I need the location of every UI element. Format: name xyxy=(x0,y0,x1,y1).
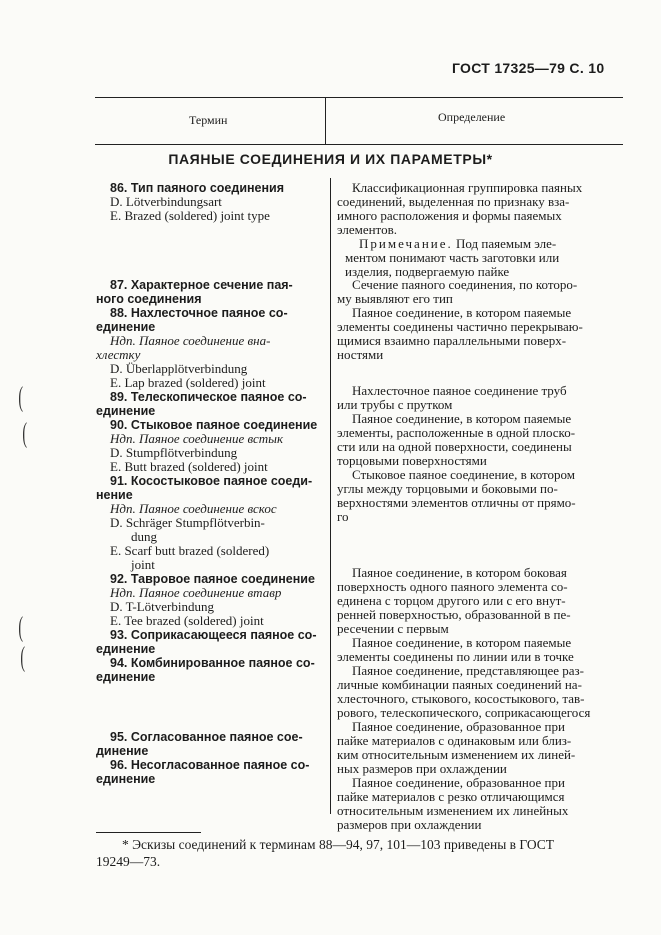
def-89-line: или трубы с прутком xyxy=(337,397,453,412)
term-92-de: D. T-Lötverbindung xyxy=(110,599,214,614)
term-88-ndp-cont: хлестку xyxy=(96,347,141,362)
term-96-title-cont: единение xyxy=(96,772,156,786)
margin-mark: ( xyxy=(18,382,23,413)
def-91-line: го xyxy=(337,509,349,524)
term-96-title: 96. Несогласованное паяное со- xyxy=(110,758,310,772)
term-91-de-cont: dung xyxy=(131,529,157,544)
term-88-ndp: Ндп. Паяное соединение вна- xyxy=(110,333,271,348)
margin-mark: ( xyxy=(18,612,23,643)
def-88-line: элементы соединены частично перекрываю- xyxy=(337,319,583,334)
term-86-de: D. Lötverbindungsart xyxy=(110,194,222,209)
footnote-rule xyxy=(96,832,201,833)
def-88-line: щимися взаимно параллельными поверх- xyxy=(337,333,567,348)
def-92-line: Паяное соединение, в котором боковая xyxy=(352,565,567,580)
term-91-ndp: Ндп. Паяное соединение вскос xyxy=(110,501,277,516)
term-88-title-cont: единение xyxy=(96,320,156,334)
term-86-en: E. Brazed (soldered) joint type xyxy=(110,208,270,223)
term-90-ndp: Ндп. Паяное соединение встык xyxy=(110,431,284,446)
term-90-title: 90. Стыковое паяное соединение xyxy=(110,418,318,432)
term-89-title-cont: единение xyxy=(96,404,156,418)
def-90-line: элементы, расположенные в одной плоско- xyxy=(337,425,576,440)
term-90-en: E. Butt brazed (soldered) joint xyxy=(110,459,268,474)
def-91-line: углы между торцовыми и боковыми по- xyxy=(337,481,558,496)
section-title: ПАЯНЫЕ СОЕДИНЕНИЯ И ИХ ПАРАМЕТРЫ* xyxy=(168,151,493,167)
def-92-line: ренней поверхностью, образованной в пе- xyxy=(337,607,571,622)
term-91-en-cont: joint xyxy=(131,557,155,572)
term-88-en: E. Lap brazed (soldered) joint xyxy=(110,375,266,390)
def-91-line: Стыковое паяное соединение, в котором xyxy=(352,467,576,482)
def-90-line: Паяное соединение, в котором паяемые xyxy=(352,411,572,426)
def-95-line: Паяное соединение, образованное при xyxy=(352,719,565,734)
column-divider-top xyxy=(325,98,326,144)
term-88-de: D. Überlapplötverbindung xyxy=(110,361,248,376)
def-95-line: ким относительным изменением их линей- xyxy=(337,747,576,762)
def-90-line: торцовыми поверхностями xyxy=(337,453,487,468)
table-top-rule xyxy=(95,97,623,98)
term-87-title-cont: ного соединения xyxy=(96,292,202,306)
def-96-line: Паяное соединение, образованное при xyxy=(352,775,565,790)
note-text: Под паяемым эле- xyxy=(452,236,557,251)
term-93-title-cont: единение xyxy=(96,642,156,656)
term-91-title: 91. Косостыковое паяное соеди- xyxy=(110,474,313,488)
footnote-line: * Эскизы соединений к терминам 88—94, 97, 101—103 приведены в ГОСТ xyxy=(122,837,555,852)
def-88-line: ностями xyxy=(337,347,384,362)
def-93-line: Паяное соединение, в котором паяемые xyxy=(352,635,572,650)
column-header-term: Термин xyxy=(189,113,228,127)
def-87-line: Сечение паяного соединения, по которо- xyxy=(352,277,578,292)
note-86-first-line xyxy=(359,237,556,251)
def-86-line: Классификационная группировка паяных xyxy=(352,180,583,195)
def-91-line: верхностями элементов отличны от прямо- xyxy=(337,495,576,510)
note-86-line: ментом понимают часть заготовки или xyxy=(345,250,560,265)
def-92-line: единена с торцом другого или с его внут- xyxy=(337,593,566,608)
def-94-line: хлесточного, стыкового, косостыкового, тав- xyxy=(337,691,585,706)
def-95-line: пайке материалов с одинаковым или близ- xyxy=(337,733,572,748)
page-header: ГОСТ 17325—79 С. 10 xyxy=(452,60,605,76)
footnote-line-cont: 19249—73. xyxy=(96,854,161,869)
term-90-de: D. Stumpflötverbindung xyxy=(110,445,238,460)
term-87-title: 87. Характерное сечение пая- xyxy=(110,278,293,292)
term-86-title: 86. Тип паяного соединения xyxy=(110,181,285,195)
def-92-line: поверхность одного паяного элемента со- xyxy=(337,579,568,594)
def-86-line: элементов. xyxy=(337,222,397,237)
term-92-ndp: Ндп. Паяное соединение втавр xyxy=(110,585,282,600)
term-95-title: 95. Согласованное паяное сое- xyxy=(110,730,303,744)
def-94-line: Паяное соединение, представляющее раз- xyxy=(352,663,585,678)
term-94-title-cont: единение xyxy=(96,670,156,684)
term-92-en: E. Tee brazed (soldered) joint xyxy=(110,613,264,628)
term-93-title: 93. Соприкасающееся паяное со- xyxy=(110,628,317,642)
margin-mark: ( xyxy=(22,418,27,449)
def-93-line: элементы соединены по линии или в точке xyxy=(337,649,574,664)
column-divider-body xyxy=(330,178,331,814)
term-91-en: E. Scarf butt brazed (soldered) xyxy=(110,543,270,558)
def-96-line: размеров при охлаждении xyxy=(337,817,482,832)
term-91-title-cont: нение xyxy=(96,488,133,502)
term-88-title: 88. Нахлесточное паяное со- xyxy=(110,306,288,320)
def-96-line: пайке материалов с резко отличающимся xyxy=(337,789,565,804)
def-89-line: Нахлесточное паяное соединение труб xyxy=(352,383,567,398)
def-96-line: относительным изменением их линейных xyxy=(337,803,569,818)
margin-mark: ( xyxy=(20,642,25,673)
def-95-line: ных размеров при охлаждении xyxy=(337,761,507,776)
term-94-title: 94. Комбинированное паяное со- xyxy=(110,656,315,670)
term-92-title: 92. Тавровое паяное соединение xyxy=(110,572,315,586)
note-86-line: изделия, подвергаемую пайке xyxy=(345,264,510,279)
table-head-rule xyxy=(95,144,623,145)
def-92-line: ресечении с первым xyxy=(337,621,449,636)
term-95-title-cont: динение xyxy=(96,744,149,758)
note-label: Примечание. xyxy=(359,236,453,251)
def-86-line: соединений, выделенная по признаку вза- xyxy=(337,194,570,209)
term-91-de: D. Schräger Stumpflötverbin- xyxy=(110,515,265,530)
def-90-line: сти или на одной поверхности, соединены xyxy=(337,439,572,454)
def-88-line: Паяное соединение, в котором паяемые xyxy=(352,305,572,320)
term-89-title: 89. Телескопическое паяное со- xyxy=(110,390,307,404)
def-86-line: имного расположения и формы паяемых xyxy=(337,208,562,223)
column-header-definition: Определение xyxy=(438,110,506,124)
def-94-line: рового, телескопического, соприкасающегося xyxy=(337,705,591,720)
def-94-line: личные комбинации паяных соединений на- xyxy=(337,677,582,692)
def-87-line: му выявляют его тип xyxy=(337,291,453,306)
